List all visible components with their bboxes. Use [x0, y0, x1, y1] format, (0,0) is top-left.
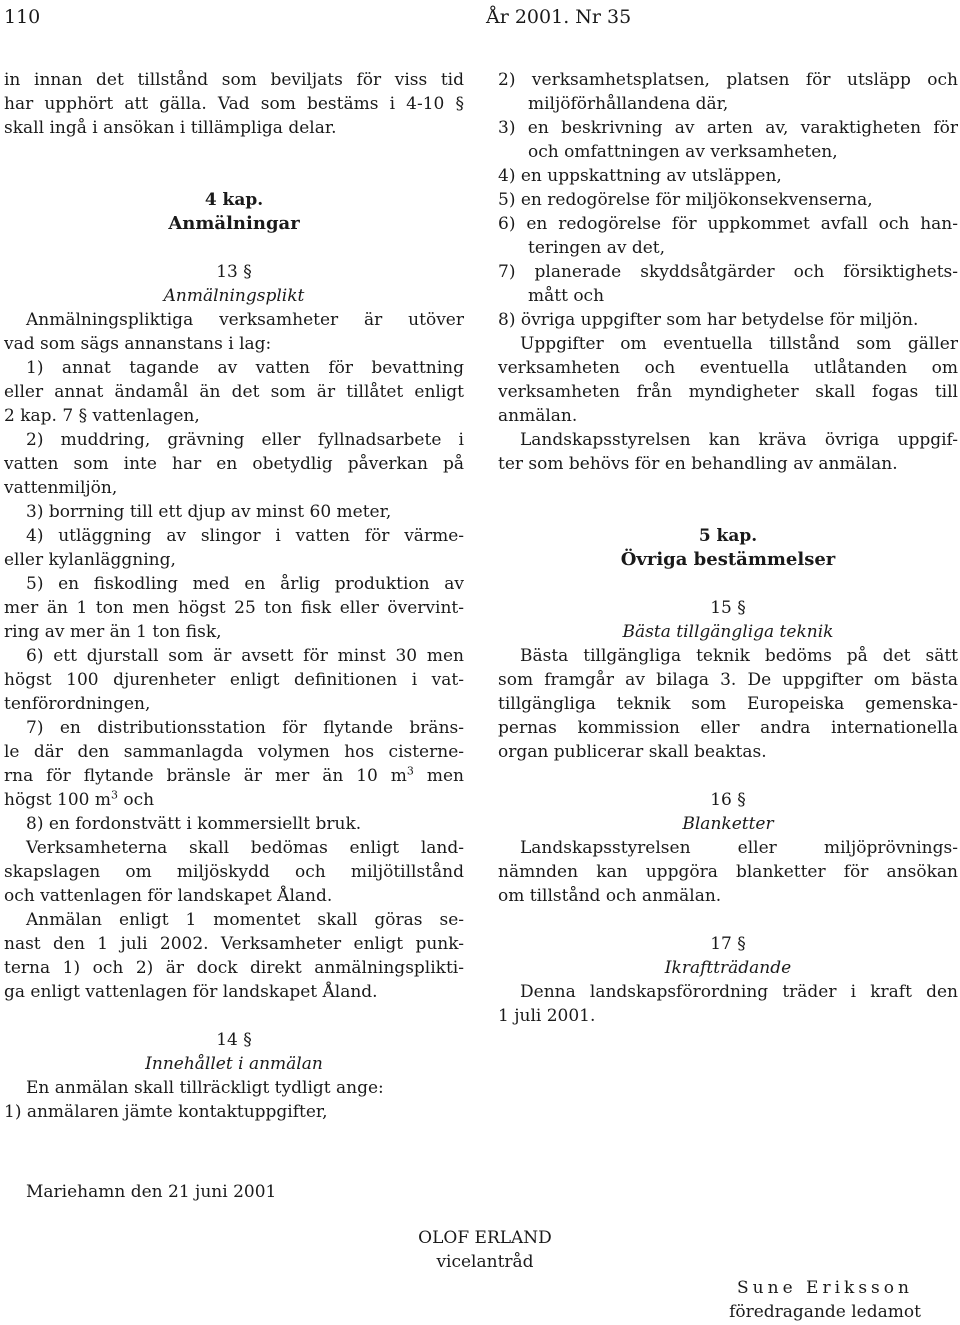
chapter-4-title: Anmälningar: [168, 213, 300, 234]
section-13-item-7: 7) en distributionsstation för flytande bräns- le där den sammanlagda volymen hos cisterne- rna för flytande bränsle är mer än 10 $m^3$ men högst 100 $m^3$ och: [4, 718, 464, 810]
section-14-title: Innehållet i anmälan: [145, 1054, 323, 1074]
section-14-para-permits: Uppgifter om eventuella tillstånd som gäller verksamheten och eventuella utlåtanden om verksamheten från myndigheter skall fogas till anmälan.: [498, 334, 958, 426]
section-13-item-5: 5) en fiskodling med en årlig produktion av mer än 1 ton men högst 25 ton fisk eller övervint- ring av mer än 1 ton fisk,: [4, 574, 464, 642]
section-13-item-6: 6) ett djurstall som är avsett för minst 30 men högst 100 djurenheter enligt definitionen i vat- tenförordningen,: [4, 646, 464, 714]
issue-label: År 2001. Nr 35: [486, 6, 632, 28]
section-17-title: Ikraftträdande: [664, 958, 792, 978]
section-13-item-4: 4) utläggning av slingor i vatten för värme- eller kylanläggning,: [4, 526, 464, 570]
section-13-lead-1: Anmälningspliktiga verksamheter är utöver: [26, 310, 464, 330]
section-15-number: 15 §: [710, 598, 746, 618]
section-13-lead-2: vad som sägs annanstans i lag:: [4, 334, 272, 354]
section-16-text: Landskapsstyrelsen eller miljöprövnings- nämnden kan uppgöra blanketter för ansökan om tillstånd och anmälan.: [498, 838, 958, 906]
section-17-text: Denna landskapsförordning träder i kraft den 1 juli 2001.: [498, 982, 958, 1026]
section-16-number: 16 §: [710, 790, 746, 810]
section-14-item-2: 2) verksamhetsplatsen, platsen för utsläpp och miljöförhållandena där,: [498, 70, 958, 114]
left-column: [4, 68, 464, 1124]
section-13-para-3: Anmälan enligt 1 momentet skall göras se- nast den 1 juli 2002. Verksamheter enligt punk- terna 1) och 2) är dock direkt anmälningsplikti- ga enligt vattenlagen för landskapet Åland.: [4, 910, 464, 1002]
section-13-item-2: 2) muddring, grävning eller fyllnadsarbete i vatten som inte har en obetydlig påverkan på vattenmiljön,: [4, 430, 464, 498]
section-13-para-2: Verksamheterna skall bedömas enligt land- skapslagen om miljöskydd och miljötillstånd och vattenlagen för landskapet Åland.: [4, 838, 464, 906]
section-14-item-4: 4) en uppskattning av utsläppen,: [498, 166, 782, 186]
section-13-item-3: 3) borrning till ett djup av minst 60 meter,: [26, 502, 392, 522]
signer-1-title: vicelantråd: [436, 1252, 534, 1272]
signature-block-1: [380, 1226, 590, 1274]
section-14-item-3: 3) en beskrivning av arten av, varaktigheten för och omfattningen av verksamheten,: [498, 118, 958, 162]
intro-line-2: har upphört att gälla. Vad som bestäms i 4-10 §: [4, 94, 464, 114]
intro-line-3: skall ingå i ansökan i tillämpliga delar.: [4, 118, 337, 138]
place-date: Mariehamn den 21 juni 2001: [26, 1182, 277, 1202]
section-13-number: 13 §: [216, 262, 252, 282]
signer-2-title: föredragande ledamot: [729, 1302, 921, 1322]
section-14-lead: En anmälan skall tillräckligt tydligt ange:: [26, 1078, 384, 1098]
page-number: 110: [4, 6, 41, 28]
section-14-item-8: 8) övriga uppgifter som har betydelse för miljön.: [498, 310, 919, 330]
section-13-item-1: 1) annat tagande av vatten för bevattning eller annat ändamål än det som är tillåtet enligt 2 kap. 7 § vattenlagen,: [4, 358, 464, 426]
section-17-number: 17 §: [710, 934, 746, 954]
section-14-item-6: 6) en redogörelse för uppkommet avfall och han- teringen av det,: [498, 214, 958, 258]
chapter-5-number: 5 kap.: [698, 526, 758, 546]
section-14-para-government: Landskapsstyrelsen kan kräva övriga uppgif- ter som behövs för en behandling av anmälan.: [498, 430, 958, 474]
signer-2-name: Sune Eriksson: [737, 1278, 913, 1298]
chapter-5-title: Övriga bestämmelser: [620, 549, 836, 570]
page-header: [4, 6, 954, 30]
signer-1-name: OLOF ERLAND: [418, 1228, 552, 1248]
right-column: [498, 68, 958, 1028]
section-15-title: Bästa tillgängliga teknik: [622, 622, 834, 642]
intro-line-1: in innan det tillstånd som beviljats för viss tid: [4, 70, 464, 90]
section-14-item-1: 1) anmälaren jämte kontaktuppgifter,: [4, 1102, 328, 1122]
chapter-4-number: 4 kap.: [204, 190, 264, 210]
section-13-item-8: 8) en fordonstvätt i kommersiellt bruk.: [26, 814, 362, 834]
section-15-text: Bästa tillgängliga teknik bedöms på det sätt som framgår av bilaga 3. De uppgifter om bästa tillgängliga teknik som Europeiska gemenska- pernas kommission eller andra internationella organ publicerar skall beaktas.: [498, 646, 958, 762]
section-16-title: Blanketter: [682, 814, 774, 834]
signature-block-2: [700, 1276, 950, 1324]
section-14-number: 14 §: [216, 1030, 252, 1050]
section-14-item-5: 5) en redogörelse för miljökonsekvenserna,: [498, 190, 873, 210]
section-13-title: Anmälningsplikt: [163, 286, 305, 306]
section-14-item-7: 7) planerade skyddsåtgärder och försiktighets- mått och: [498, 262, 958, 306]
